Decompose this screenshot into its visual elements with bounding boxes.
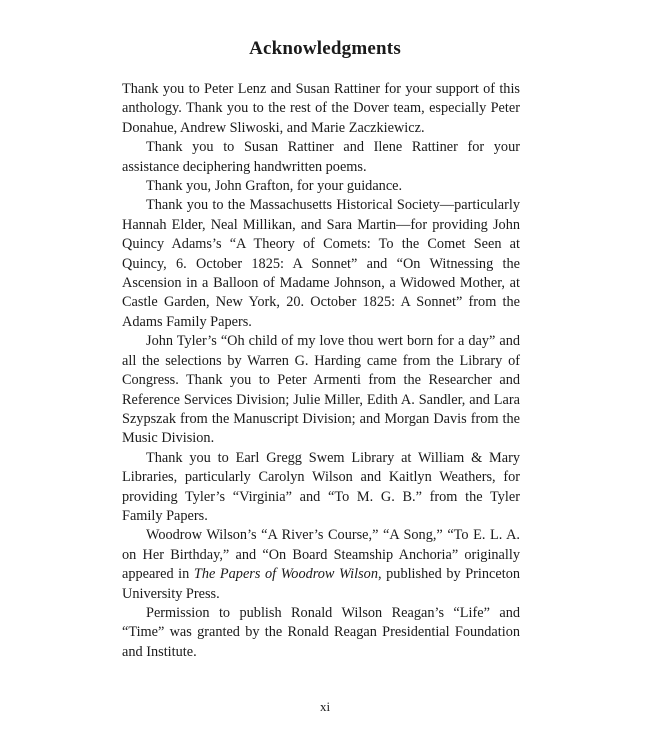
paragraph-8: Permission to publish Ronald Wilson Reagan’s “Life” and “Time” was granted by the Ronald Reagan Presidential Foundation and Institute. [122, 604, 520, 660]
paragraph-3: Thank you, John Grafton, for your guidance. [146, 178, 403, 195]
book-title: The Papers of Woodrow Wilson [193, 566, 378, 583]
paragraph-2: Thank you to Susan Rattiner and Ilene Rattiner for your assistance deciphering handwritten poems. [122, 139, 520, 175]
acknowledgments-body [122, 80, 520, 662]
page-title: Acknowledgments [249, 38, 401, 59]
paragraph-7 [122, 526, 520, 604]
paragraph-1: Thank you to Peter Lenz and Susan Rattiner for your support of this anthology. Thank you to the rest of the Dover team, especially Peter Donahue, Andrew Sliwoski, and Marie Zaczkiewicz. [122, 81, 520, 136]
paragraph-6: Thank you to Earl Gregg Swem Library at William & Mary Libraries, particularly Carolyn Wilson and Kaitlyn Weathers, for providing Tyler’s “Virginia” and “To M. G. B.” from the Tyler Family Papers. [122, 449, 520, 524]
paragraph-7-text-before: Woodrow Wilson’s “A River’s Course,” “A Song,” “To E. L. A. on Her Birthday,” and “On Board Steamship Anchoria” originally appeared in [122, 527, 520, 583]
paragraph-4: Thank you to the Massachusetts Historical Society—particularly Hannah Elder, Neal Millikan, and Sara Martin—for providing John Quincy Adams’s “A Theory of Comets: To the Comet Seen at Quincy, 6. October 1825: A Sonnet” and “On Witnessing the Ascension in a Balloon of Madame Johnson, a Widowed Mother, at Castle Garden, New York, 20. October 1825: A Sonnet” from the Adams Family Papers. [122, 197, 520, 330]
paragraph-5: John Tyler’s “Oh child of my love thou wert born for a day” and all the selections by Warren G. Harding came from the Library of Congress. Thank you to Peter Armenti from the Researcher and Reference Services Division; Julie Miller, Edith A. Sandler, and Lara Szypszak from the Manuscript Division; and Morgan Davis from the Music Division. [122, 333, 520, 447]
paragraph-7-text-after: , published by Princeton University Press. [122, 566, 520, 602]
page-number: xi [319, 699, 331, 714]
